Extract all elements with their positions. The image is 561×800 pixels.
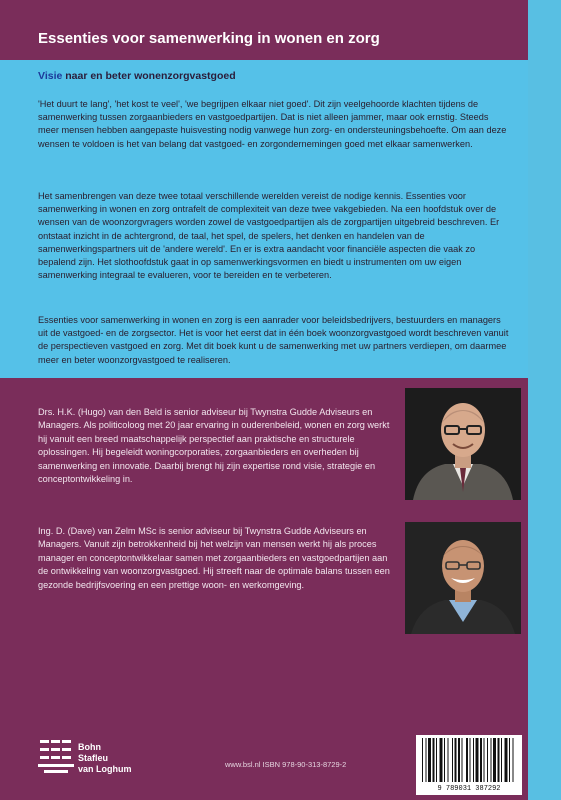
publisher-line-2: Stafleu <box>78 753 109 763</box>
author-photo-2 <box>405 522 521 634</box>
author-photo-1 <box>405 388 521 500</box>
book-title: Essenties voor samenwerking in wonen en zorg <box>38 30 380 47</box>
barcode <box>416 735 522 795</box>
description-paragraph-3: Essenties voor samenwerking in wonen en zorg is een aanrader voor beleidsbedrijvers, bestuurders en managers uit de vastgoed- en de zorgsector. Het is voor het eerst dat in één boek woonzorgvastgoed wordt beschreven vanuit de perspectieven vastgoed en zorg. Met dit boek kunt u de samenwerking met uw partners verdiepen, om daarmee meer en beter woonzorgvastgoed te realiseren. <box>38 315 509 365</box>
description-paragraph-2: Het samenbrengen van deze twee totaal verschillende werelden vereist de nodige kennis. Essenties voor samenwerking in wonen en zorg ontrafelt de complexiteit van deze twee vakgebieden. Na een hoofdstuk over de wensen van de woonzorgvragers worden zowel de vastgoedpartijen als de zorgpartijen uitgebreid beschreven. Er ontstaat inzicht in de achtergrond, de taal, het spel, de spelers, het denken en handelen van de samenwerkingspartners uit de 'andere wereld'. En er is extra aandacht voor financiële aspecten die vaak zo bepalend zijn. Het slothoofdstuk gaat in op samenwerkingsvormen en biedt u instrumenten om uw eigen samenwerking integraal te evalueren, voor te bereiden en te verbeteren. <box>38 191 500 281</box>
author-bio-1: Drs. H.K. (Hugo) van den Beld is senior adviseur bij Twynstra Gudde Adviseurs en Managers. Als politicoloog met 20 jaar ervaring in ouderenbeleid, wonen en zorg werkt hij vanuit een breed maatschappelijk perspectief aan praktische en structurele oplossingen. Hij begeleidt woningcorporaties, zorgaanbieders en overheden bij samenwerking en innovatie. Daarbij brengt hij zijn expertise rond visie, strategie en conceptontwikkeling in. <box>38 407 390 485</box>
author-bio-2: Ing. D. (Dave) van Zelm MSc is senior adviseur bij Twynstra Gudde Adviseurs en Managers. Vanuit zijn betrokkenheid bij het welzijn van mensen werkt hij als proces manager en conceptontwikkelaar samen met zorgaanbieders en vastgoedpartijen aan de ontwikkeling van woonzorgvastgoed. Hij streeft naar de optimale balans tussen een gezonde bedrijfsvoering en een prettige woon- en werkomgeving. <box>38 526 390 590</box>
publisher-mark-icon <box>38 736 74 776</box>
barcode-bars <box>416 735 522 785</box>
book-spine <box>528 0 561 800</box>
description-paragraph-1: 'Het duurt te lang', 'het kost te veel', 'we begrijpen elkaar niet goed'. Dit zijn veelgehoorde klachten tijdens de samenwerking tussen zorgaanbieders en vastgoedpartijen. Dat is niet alleen jammer, maar ook ernstig. Steeds meer mensen hebben aangepaste huisvesting nodig vanwege hun zorg- en ondersteuningsbehoefte. Om aan deze wensen te voldoen is het van belang dat vastgoed- en zorgondernemingen goed met elkaar samenwerken. <box>38 99 507 149</box>
publisher-line-3: van Loghum <box>78 764 132 774</box>
description-panel <box>0 60 528 378</box>
cover-header <box>0 0 528 60</box>
subtitle-rest: naar en beter wonenzorgvastgoed <box>62 70 236 82</box>
barcode-number: 9 789031 387292 <box>437 785 501 793</box>
book-subtitle <box>38 70 236 82</box>
publisher-name <box>78 742 132 775</box>
publisher-line-1: Bohn <box>78 742 101 752</box>
subtitle-prefix: Visie <box>38 70 63 82</box>
isbn-line: www.bsl.nl ISBN 978-90-313-8729-2 <box>225 760 347 769</box>
publisher-logo <box>38 736 238 782</box>
